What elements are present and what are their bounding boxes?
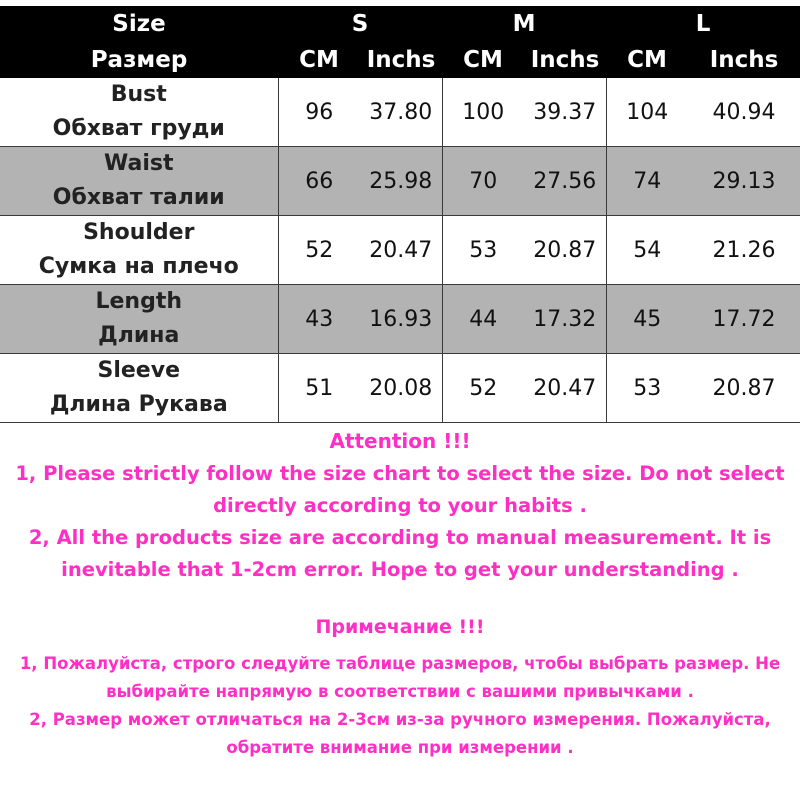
attention-note-1: 1, Please strictly follow the size chart to select the size. Do not select directly according to your habits . [15,462,785,517]
row-label-ru: Длина [98,323,180,348]
row-label [0,354,278,423]
row-label-ru: Обхват талии [52,185,225,210]
value-cell: 45 [606,285,688,354]
value-cell: 43 [278,285,360,354]
row-label-en: Shoulder [83,220,195,245]
value-cell: 20.87 [688,354,800,423]
value-cell: 52 [442,354,524,423]
value-cell: 96 [278,78,360,147]
value-cell: 21.26 [688,216,800,285]
note-ru-1: 1, Пожалуйста, строго следуйте таблице размеров, чтобы выбрать размер. Не выбирайте напрямую в соответствии с вашими привычками . [19,654,781,701]
row-label [0,285,278,354]
attention-note-2: 2, All the products size are according to manual measurement. It is inevitable that 1-2cm error. Hope to get your understanding . [28,526,772,581]
value-cell: 20.87 [524,216,606,285]
value-cell: 39.37 [524,78,606,147]
header-row-units [0,42,800,78]
value-cell: 74 [606,147,688,216]
row-label-en: Length [95,289,183,314]
table-header [0,6,800,78]
row-label-en: Waist [104,151,174,176]
unit-inch-m: Inchs [530,46,600,73]
value-cell: 17.72 [688,285,800,354]
value-cell: 104 [606,78,688,147]
value-cell: 37.80 [360,78,442,147]
value-cell: 53 [442,216,524,285]
note-ru-2: 2, Размер может отличаться на 2-3см из-за ручного измерения. Пожалуйста, обратите внимание при измерении . [29,710,771,757]
row-label-ru: Сумка на плечо [38,254,239,279]
size-s-heading: S [351,10,369,37]
attention-title: Attention !!! [329,429,471,453]
notes-section [0,424,800,762]
value-cell: 52 [278,216,360,285]
table-row [0,285,800,354]
size-l-heading: L [695,10,711,37]
unit-cm-m: CM [463,46,503,73]
value-cell: 25.98 [360,147,442,216]
value-cell: 17.32 [524,285,606,354]
value-cell: 29.13 [688,147,800,216]
unit-inch-s: Inchs [366,46,436,73]
header-row-sizes [0,6,800,42]
value-cell: 53 [606,354,688,423]
note-title-ru: Примечание !!! [315,616,485,638]
value-cell: 54 [606,216,688,285]
row-label [0,147,278,216]
row-label-en: Bust [110,82,167,107]
value-cell: 16.93 [360,285,442,354]
value-cell: 40.94 [688,78,800,147]
row-label-en: Sleeve [97,358,180,383]
value-cell: 51 [278,354,360,423]
size-label-ru: Размер [90,46,188,73]
value-cell: 20.47 [524,354,606,423]
table-row [0,216,800,285]
table-row [0,78,800,147]
size-m-heading: M [512,10,536,37]
table-body [0,78,800,423]
row-label [0,78,278,147]
table-row [0,354,800,423]
value-cell: 66 [278,147,360,216]
row-label-ru: Обхват груди [52,116,225,141]
size-chart-table [0,6,800,423]
unit-cm-l: CM [627,46,667,73]
table-row [0,147,800,216]
value-cell: 27.56 [524,147,606,216]
unit-cm-s: CM [299,46,339,73]
row-label [0,216,278,285]
row-label-ru: Длина Рукава [49,392,228,417]
value-cell: 100 [442,78,524,147]
value-cell: 44 [442,285,524,354]
unit-inch-l: Inchs [709,46,779,73]
size-label-en: Size [112,10,166,37]
value-cell: 70 [442,147,524,216]
value-cell: 20.08 [360,354,442,423]
value-cell: 20.47 [360,216,442,285]
